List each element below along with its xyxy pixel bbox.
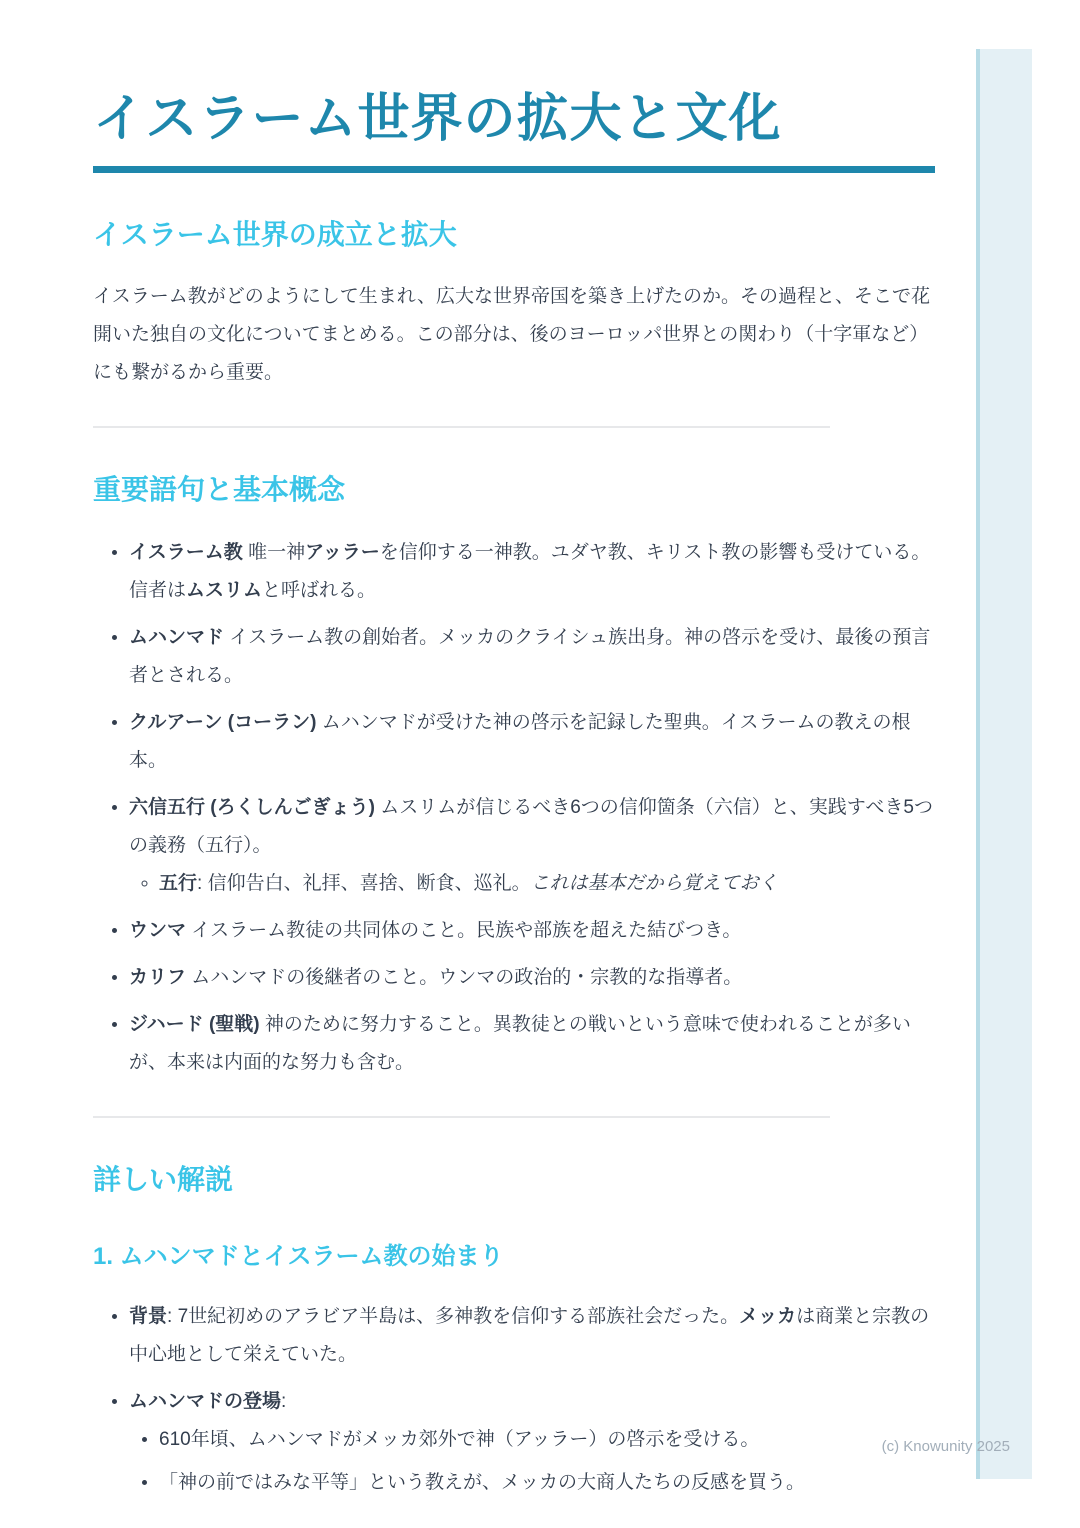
intro-paragraph: イスラーム教がどのようにして生まれ、広大な世界帝国を築き上げたのか。その過程と、そこで花開いた独自の文化についてまとめる。この部分は、後のヨーロッパ世界との関わり（十字軍など）にも繋がるから重要。: [93, 285, 930, 383]
terms-list: [93, 534, 935, 1082]
term-label: カリフ: [129, 967, 187, 989]
term-label: ムハンマド: [129, 627, 225, 649]
sub-item: [159, 1464, 935, 1502]
details-heading: 詳しい解説: [93, 1164, 234, 1196]
detail-label: 背景: [129, 1305, 168, 1327]
terms-heading: 重要語句と基本概念: [93, 473, 346, 505]
term-item: [129, 912, 935, 950]
page-title: イスラーム世界の拡大と文化: [93, 90, 782, 148]
intro-heading: イスラーム世界の成立と拡大: [93, 219, 457, 251]
section-divider: [93, 1116, 830, 1118]
sub-text: 610年頃、ムハンマドがメッカ郊外で神（アッラー）の啓示を受ける。: [159, 1428, 760, 1450]
term-text: イスラーム教の創始者。メッカのクライシュ族出身。神の啓示を受け、最後の預言者とされる。: [129, 627, 931, 687]
detail-text: は商業と宗教の中心地として栄えていた。: [129, 1305, 930, 1365]
term-text: と呼ばれる。: [262, 580, 377, 602]
term-text: ムスリムが信じるべき6つの信仰箇条（六信）と、実践すべき5つの義務（五行）。: [129, 797, 933, 857]
section-terms: [93, 472, 935, 1082]
term-keyword: アッラー: [305, 542, 380, 564]
sub-note: これは基本だから覚えておく: [530, 873, 778, 895]
detail-item: [129, 1383, 935, 1502]
term-item: [129, 619, 935, 695]
details-list: [93, 1298, 935, 1502]
term-text: 神のために努力すること。異教徒との戦いという意味で使われることが多いが、本来は内面的な努力も含む。: [129, 1014, 911, 1074]
detail-item: [129, 1298, 935, 1374]
term-text: を信仰する一神教。ユダヤ教、キリスト教の影響も受けている。信者は: [129, 542, 931, 602]
detail-label: ムハンマドの登場: [129, 1390, 282, 1412]
term-item: [129, 534, 935, 610]
detail-text: :: [281, 1390, 287, 1412]
detail-sublist: [129, 1421, 935, 1502]
section-details: [93, 1162, 935, 1502]
term-text: 唯一神: [242, 542, 306, 564]
details-subheading: 1. ムハンマドとイスラーム教の始まり: [93, 1242, 504, 1270]
detail-text: : 7世紀初めのアラビア半島は、多神教を信仰する部族社会だった。: [167, 1305, 740, 1327]
term-label: クルアーン (コーラン): [129, 712, 317, 734]
sub-label: 五行: [159, 873, 198, 895]
sub-text: 「神の前ではみな平等」という教えが、メッカの大商人たちの反感を買う。: [159, 1471, 806, 1493]
term-sublist: [129, 865, 935, 903]
term-label: イスラーム教: [129, 542, 243, 564]
title-underline: [93, 166, 935, 173]
term-text: ムハンマドの後継者のこと。ウンマの政治的・宗教的な指導者。: [186, 967, 743, 989]
term-item: [129, 789, 935, 903]
term-keyword: ムスリム: [186, 580, 263, 602]
term-label: 六信五行 (ろくしんごぎょう): [129, 797, 375, 819]
term-text: イスラーム教徒の共同体のこと。民族や部族を超えた結びつき。: [186, 920, 742, 942]
term-item: [129, 959, 935, 997]
sub-text: : 信仰告白、礼拝、喜捨、断食、巡礼。: [197, 873, 531, 895]
term-item: [129, 1006, 935, 1082]
term-item: [129, 704, 935, 780]
term-label: ジハード (聖戦): [129, 1014, 260, 1036]
section-divider: [93, 426, 830, 428]
detail-keyword: メッカ: [739, 1305, 797, 1327]
sub-item: [159, 1421, 935, 1459]
sub-item: [159, 865, 935, 903]
copyright: (c) Knowunity 2025: [881, 1438, 1010, 1455]
right-accent-bar: [976, 49, 1032, 1479]
note-content: [93, 0, 935, 1511]
section-intro: [93, 217, 935, 391]
term-label: ウンマ: [129, 920, 187, 942]
term-text: ムハンマドが受けた神の啓示を記録した聖典。イスラームの教えの根本。: [129, 712, 911, 772]
